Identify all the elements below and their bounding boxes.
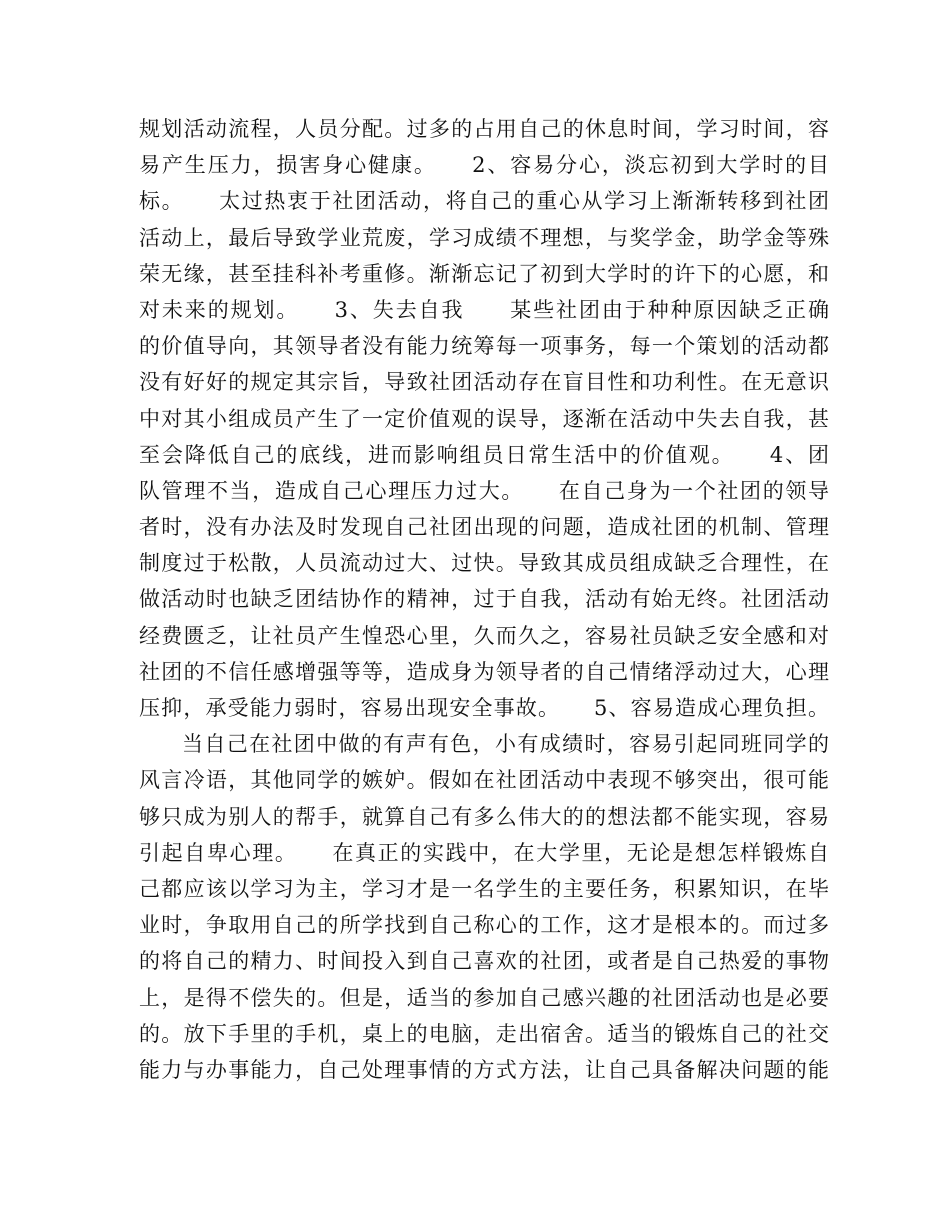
text-line: 能力与办事能力，自己处理事情的方式方法，让自己具备解决问题的能 — [139, 1057, 829, 1082]
text-line: 队管理不当，造成自己心理压力过大。 在自己身为一个社团的领导 — [139, 478, 829, 503]
text-line: 社团的不信任感增强等等，造成身为领导者的自己情绪浮动过大，心理 — [139, 659, 829, 684]
text-line: 制度过于松散，人员流动过大、过快。导致其成员组成缺乏合理性，在 — [139, 551, 829, 576]
text-line: 做活动时也缺乏团结协作的精神，过于自我，活动有始无终。社团活动 — [139, 587, 829, 612]
text-line: 至会降低自己的底线，进而影响组员日常生活中的价值观。 4、团 — [139, 442, 829, 467]
text-line: 荣无缘，甚至挂科补考重修。渐渐忘记了初到大学时的许下的心愿，和 — [139, 261, 829, 286]
text-line: 活动上，最后导致学业荒废，学习成绩不理想，与奖学金，助学金等殊 — [139, 225, 829, 250]
text-line: 己都应该以学习为主，学习才是一名学生的主要任务，积累知识，在毕 — [139, 876, 829, 901]
text-line: 业时，争取用自己的所学找到自己称心的工作，这才是根本的。而过多 — [139, 913, 829, 938]
text-line: 引起自卑心理。 在真正的实践中，在大学里，无论是想怎样锻炼自 — [139, 840, 829, 865]
body-text — [139, 111, 829, 1088]
text-line: 的。放下手里的手机，桌上的电脑，走出宿舍。适当的锻炼自己的社交 — [139, 1021, 829, 1046]
text-line: 当自己在社团中做的有声有色，小有成绩时，容易引起同班同学的 — [182, 732, 829, 757]
text-line: 风言冷语，其他同学的嫉妒。假如在社团活动中表现不够突出，很可能 — [139, 768, 829, 793]
text-line: 够只成为别人的帮手，就算自己有多么伟大的的想法都不能实现，容易 — [139, 804, 829, 829]
text-line: 标。 太过热衷于社团活动，将自己的重心从学习上渐渐转移到社团 — [139, 189, 829, 214]
text-line: 没有好好的规定其宗旨，导致社团活动存在盲目性和功利性。在无意识 — [139, 370, 829, 395]
text-line: 中对其小组成员产生了一定价值观的误导，逐渐在活动中失去自我，甚 — [139, 406, 829, 431]
text-line: 的价值导向，其领导者没有能力统筹每一项事务，每一个策划的活动都 — [139, 334, 829, 359]
text-line: 压抑，承受能力弱时，容易出现安全事故。 5、容易造成心理负担。 — [139, 696, 829, 720]
text-line: 易产生压力，损害身心健康。 2、容易分心，淡忘初到大学时的目 — [139, 153, 829, 178]
text-line: 经费匮乏，让社员产生惶恐心里，久而久之，容易社员缺乏安全感和对 — [139, 623, 829, 648]
text-line: 者时，没有办法及时发现自己社团出现的问题，造成社团的机制、管理 — [139, 515, 829, 540]
text-line: 上，是得不偿失的。但是，适当的参加自己感兴趣的社团活动也是必要 — [139, 985, 829, 1010]
text-line: 对未来的规划。 3、失去自我 某些社团由于种种原因缺乏正确 — [139, 297, 829, 322]
text-line: 的将自己的精力、时间投入到自己喜欢的社团，或者是自己热爱的事物 — [139, 949, 829, 974]
text-line: 规划活动流程，人员分配。过多的占用自己的休息时间，学习时间，容 — [139, 117, 829, 141]
